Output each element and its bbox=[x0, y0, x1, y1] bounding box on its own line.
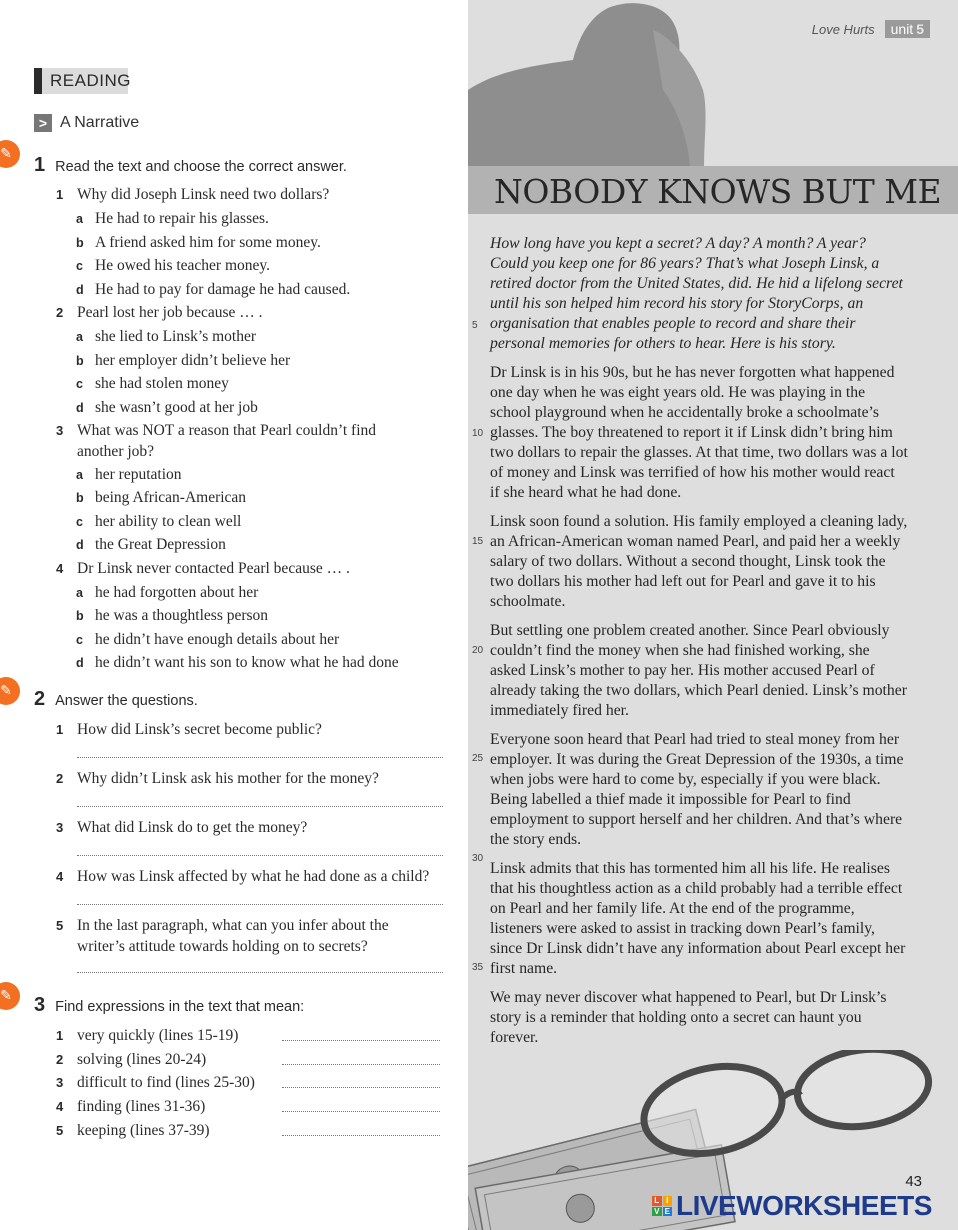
exercise-3-header bbox=[34, 994, 304, 1017]
liveworksheets-brand[interactable] bbox=[652, 1190, 932, 1222]
subsection-title: A Narrative bbox=[60, 114, 140, 131]
answer-option[interactable]: d she wasn’t good at her job bbox=[76, 399, 258, 416]
answer-line[interactable] bbox=[77, 757, 443, 758]
pencil-icon[interactable]: ✎ bbox=[0, 677, 20, 705]
page-number: 43 bbox=[905, 1173, 922, 1190]
answer-option[interactable]: d the Great Depression bbox=[76, 536, 226, 553]
liveworksheets-logo-icon: L I V E bbox=[652, 1196, 672, 1216]
question-2-1: 1 How did Linsk’s secret become public? bbox=[56, 721, 322, 738]
answer-line[interactable] bbox=[77, 972, 443, 973]
line-number: 30 bbox=[472, 853, 484, 864]
answer-option[interactable]: a He had to repair his glasses. bbox=[76, 210, 269, 227]
article-panel bbox=[468, 0, 958, 1230]
exercise-2-header bbox=[34, 688, 198, 711]
answer-option[interactable]: c he didn’t have enough details about her bbox=[76, 631, 340, 648]
answer-option[interactable]: a her reputation bbox=[76, 466, 182, 483]
question-2-5: 5 In the last paragraph, what can you infer about the writer’s attitude towards holding on to secrets? bbox=[56, 917, 389, 955]
exercise-instruction: Read the text and choose the correct answer. bbox=[55, 159, 347, 175]
question-1-1: 1 Why did Joseph Linsk need two dollars? bbox=[56, 186, 330, 203]
answer-option[interactable]: a she lied to Linsk’s mother bbox=[76, 328, 257, 345]
answer-line[interactable] bbox=[77, 855, 443, 856]
unit-header bbox=[812, 20, 930, 38]
article-paragraph: Everyone soon heard that Pearl had tried to steal money from her employer. It was during the Great Depression of the 1930s, a time when jobs were hard to come by, especially if you were black. Being labelled a thief made it impossible for Pearl to find employment to support herself and her children. And that’s where the story ends. bbox=[490, 731, 904, 848]
article-body bbox=[490, 234, 908, 1057]
article-paragraph: Linsk soon found a solution. His family employed a cleaning lady, an African-American woman named Pearl, and paid her a weekly salary of two dollars. Without a second thought, Linsk took the two dollars his mother had left out for Pearl and gave it to his schoolmate. bbox=[490, 513, 908, 610]
question-1-3: 3 What was NOT a reason that Pearl couldn’t find another job? bbox=[56, 422, 377, 460]
exercise-instruction: Find expressions in the text that mean: bbox=[55, 999, 305, 1015]
article-paragraph: But settling one problem created another. Since Pearl obviously couldn’t find the money when she had finished working, she asked Linsk’s mother to pay her. His mother accused Pearl of already taking the two dollars, which Pearl denied. Linsk’s mother immediately fired her. bbox=[490, 622, 907, 719]
answer-option[interactable]: a he had forgotten about her bbox=[76, 584, 259, 601]
reading-section-label: READING bbox=[34, 68, 128, 94]
question-1-4: 4 Dr Linsk never contacted Pearl because … . bbox=[56, 560, 350, 577]
line-number: 5 bbox=[472, 320, 478, 331]
answer-option[interactable]: b A friend asked him for some money. bbox=[76, 234, 321, 251]
unit-title: Love Hurts bbox=[811, 21, 875, 37]
question-2-3: 3 What did Linsk do to get the money? bbox=[56, 819, 308, 836]
answer-line[interactable] bbox=[282, 1040, 440, 1041]
line-number: 25 bbox=[472, 753, 484, 764]
brand-name: LIVEWORKSHEETS bbox=[676, 1190, 932, 1221]
line-number: 15 bbox=[472, 536, 484, 547]
line-number: 20 bbox=[472, 645, 484, 656]
exercise-number: 2 bbox=[34, 688, 46, 710]
article-paragraph: Dr Linsk is in his 90s, but he has never forgotten what happened one day when he was eight years old. He was playing in the school playground when he accidentally broke a schoolmate’s glasses. The boy threatened to report it if Linsk didn’t bring him two dollars to repair the glasses. At that time, two dollars was a lot of money and Linsk was terrified of how his mother would react if she heard what he had done. bbox=[490, 364, 908, 501]
article-paragraph: Linsk admits that this has tormented him all his life. He realises that his thoughtless action as a child probably had a terrible effect on Pearl and her family life. At the end of the programme, listeners were asked to assist in tracking down Pearl’s family, since Dr Linsk didn’t have any information about Pearl except her first name. bbox=[490, 860, 906, 977]
exercise-number: 3 bbox=[34, 994, 46, 1016]
article-title: NOBODY KNOWS BUT ME bbox=[494, 172, 942, 211]
answer-option[interactable]: b he was a thoughtless person bbox=[76, 607, 269, 624]
question-2-4: 4 How was Linsk affected by what he had done as a child? bbox=[56, 868, 430, 885]
answer-line[interactable] bbox=[282, 1135, 440, 1136]
expression-item: 4 finding (lines 31-36) bbox=[56, 1098, 206, 1115]
exercise-1-header bbox=[34, 154, 347, 177]
answer-option[interactable]: c her ability to clean well bbox=[76, 513, 242, 530]
answer-option[interactable]: d He had to pay for damage he had caused. bbox=[76, 281, 351, 298]
unit-badge: unit 5 bbox=[885, 20, 930, 38]
expression-item: 2 solving (lines 20-24) bbox=[56, 1051, 207, 1068]
answer-option[interactable]: b being African-American bbox=[76, 489, 247, 506]
article-intro: How long have you kept a secret? A day? A month? A year? Could you keep one for 86 years? That’s what Joseph Linsk, a retired doctor from the United States, did. He hid a lifelong secret until his son helped him record his story for StoryCorps, an organisation that enables people to record and share their personal memories for others to hear. Here is his story. bbox=[490, 235, 903, 352]
subsection-header bbox=[34, 114, 139, 132]
line-number: 35 bbox=[472, 962, 484, 973]
question-1-2: 2 Pearl lost her job because … . bbox=[56, 304, 263, 321]
article-paragraph: We may never discover what happened to Pearl, but Dr Linsk’s story is a reminder that holding onto a secret can haunt you forever. bbox=[490, 989, 887, 1046]
pencil-icon[interactable]: ✎ bbox=[0, 982, 20, 1010]
answer-option[interactable]: c she had stolen money bbox=[76, 375, 229, 392]
expression-item: 1 very quickly (lines 15-19) bbox=[56, 1027, 239, 1044]
answer-option[interactable]: b her employer didn’t believe her bbox=[76, 352, 291, 369]
exercise-number: 1 bbox=[34, 154, 46, 176]
pencil-icon[interactable]: ✎ bbox=[0, 140, 20, 168]
answer-line[interactable] bbox=[77, 904, 443, 905]
line-number: 10 bbox=[472, 428, 484, 439]
answer-option[interactable]: d he didn’t want his son to know what he had done bbox=[76, 654, 399, 671]
answer-line[interactable] bbox=[282, 1087, 440, 1088]
exercise-instruction: Answer the questions. bbox=[55, 693, 198, 709]
answer-line[interactable] bbox=[282, 1111, 440, 1112]
answer-line[interactable] bbox=[282, 1064, 440, 1065]
answer-option[interactable]: c He owed his teacher money. bbox=[76, 257, 271, 274]
expression-item: 3 difficult to find (lines 25-30) bbox=[56, 1074, 255, 1091]
question-2-2: 2 Why didn’t Linsk ask his mother for the money? bbox=[56, 770, 379, 787]
chevron-right-icon: > bbox=[34, 114, 52, 132]
answer-line[interactable] bbox=[77, 806, 443, 807]
expression-item: 5 keeping (lines 37-39) bbox=[56, 1122, 210, 1139]
